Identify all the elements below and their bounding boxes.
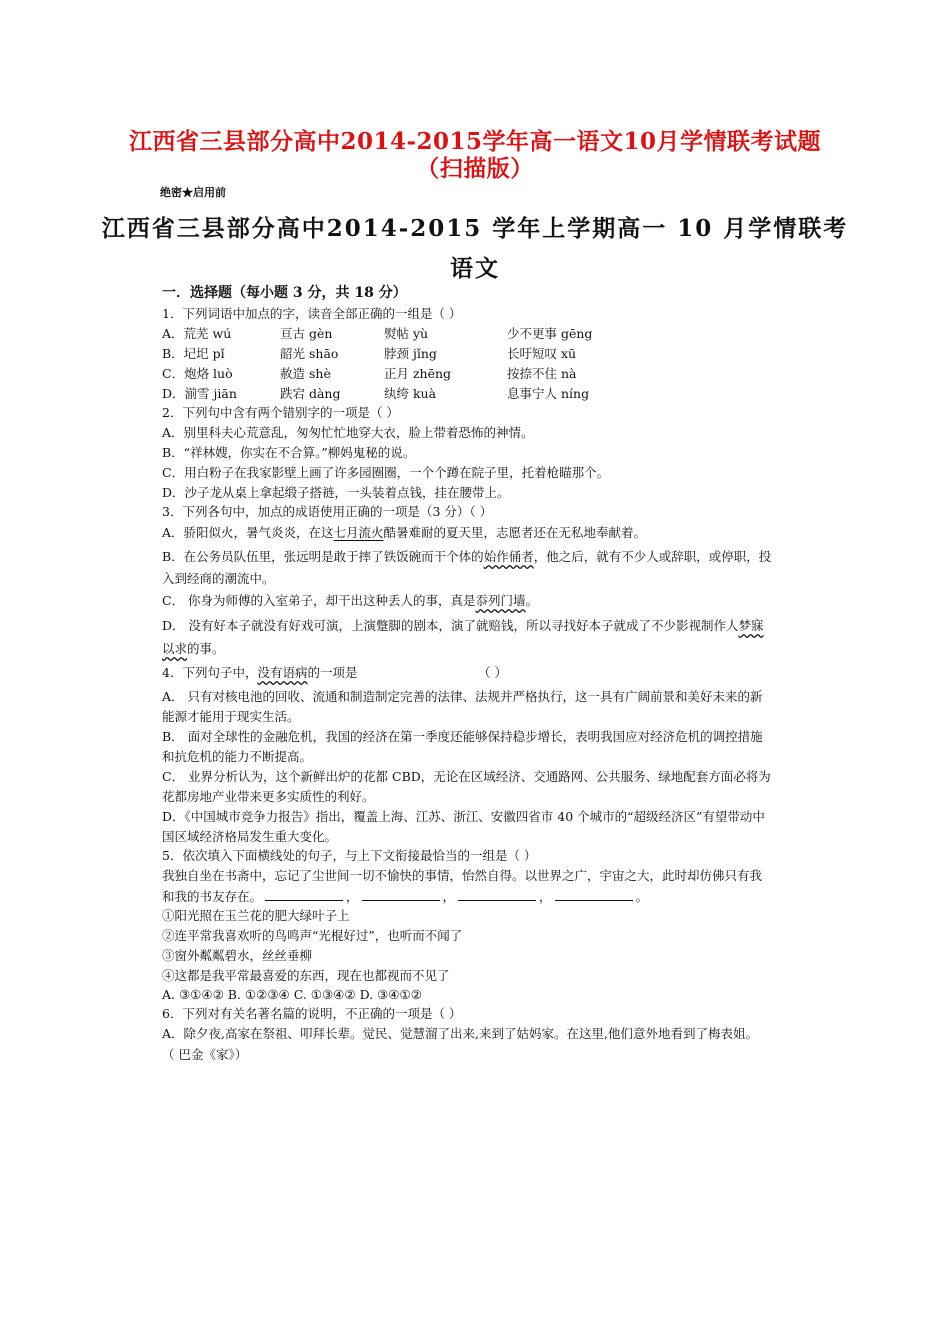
q4-option-a: A． 只有对核电池的回收、流通和制造制定完善的法律、法规并严格执行，这一具有广阔前景和美好未来的新 <box>162 689 763 704</box>
q5-blank-3 <box>458 888 536 901</box>
q1-option-row-a <box>162 326 662 342</box>
q2-option-c: C．用白粉子在我家影壁上画了许多园圈圈，一个个蹲在院子里，托着枪瞄那个。 <box>162 465 610 480</box>
q1-a-4: 少不更事 gēng <box>507 326 593 341</box>
q5-stem: 5．依次填入下面横线处的句子，与上下文衔接最恰当的一组是（ ） <box>162 848 537 863</box>
q2-option-d: D．沙子龙从桌上拿起缎子搭裢，一头装着点钱，挂在腰带上。 <box>162 485 510 500</box>
q4-option-c-cont: 花都房地产业带来更多实质性的利好。 <box>162 789 375 804</box>
q5-blank-4 <box>555 888 633 901</box>
section-heading: 一．选择题（每小题 3 分，共 18 分） <box>162 285 407 301</box>
document-subtitle: （扫描版） <box>416 155 534 182</box>
q1-option-row-b <box>162 346 662 362</box>
q4-stem <box>162 665 358 681</box>
q1-b-1: B．圮圯 pǐ <box>162 346 225 361</box>
exam-title: 江西省三县部分高中2014-2015 学年上学期高一 10 月学情联考 <box>101 215 849 242</box>
q4-answer-paren: （ ） <box>478 665 507 680</box>
q3-d-text: D． 没有好本子就没有好戏可演，上演蹩脚的剧本，演了就赔钱，所以寻找好本子就成了不少影视制作人 <box>162 618 739 633</box>
q1-c-4: 按捺不住 nà <box>507 366 577 381</box>
q3-option-d-cont <box>162 641 225 657</box>
q1-option-row-d <box>162 386 662 402</box>
q6-option-a-source: （ 巴金《家》） <box>162 1047 248 1062</box>
q5-sentence-4: ④这都是我平常最喜爱的东西，现在也都视而不见了 <box>162 968 450 983</box>
q4-option-d: D．《中国城市竞争力报告》指出，覆盖上海、江苏、浙江、安徽四省市 40 个城市的“超级经济区”有望带动中 <box>162 809 765 824</box>
q3-c-text: C． 你身为师傅的入室弟子，却干出这种丢人的事，真是 <box>162 593 476 608</box>
q4-stem-text-end: 的一项是 <box>307 665 358 680</box>
q4-option-c: C． 业界分析认为，这个新鲜出炉的花都 CBD，无论在区域经济、交通路网、公共服务、绿地配套方面必将为 <box>162 769 771 784</box>
q3-option-b-cont: 入到经商的潮流中。 <box>162 571 275 586</box>
q1-b-3: 脖颈 jǐng <box>384 346 437 361</box>
q3-option-a <box>162 525 646 541</box>
q1-c-3: 正月 zhēng <box>384 366 452 381</box>
q4-option-b: B． 面对全球性的金融危机，我国的经济在第一季度还能够保持稳步增长，表明我国应对经济危机的调控措施 <box>162 729 763 744</box>
q4-stem-text: 4．下列句子中， <box>162 665 258 680</box>
q3-stem: 3．下列各句中，加点的成语使用正确的一项是（3 分）（ ） <box>162 504 493 519</box>
q1-d-4: 息事宁人 níng <box>507 386 590 401</box>
q3-option-c <box>162 593 538 609</box>
q4-option-a-cont: 能源才能用于现实生活。 <box>162 709 300 724</box>
secret-mark: 绝密★启用前 <box>160 186 226 199</box>
q1-b-2: 韶光 shāo <box>280 346 339 361</box>
q3-option-d <box>162 618 764 634</box>
q1-a-3: 熨帖 yù <box>384 326 429 341</box>
q3-c-idiom: 忝列门墙 <box>475 593 526 608</box>
q6-stem: 6．下列对有关名著名篇的说明，不正确的一项是（ ） <box>162 1006 462 1021</box>
q3-a-idiom: 七月流火 <box>333 525 384 540</box>
q1-c-1: C．炮烙 luò <box>162 366 233 381</box>
q2-option-a: A．别里科夫心荒意乱，匆匆忙忙地穿大衣，脸上带着恐怖的神情。 <box>162 425 534 440</box>
q3-a-text: A．骄阳似火，暑气炎炎，在这 <box>162 525 334 540</box>
q3-d-idiom-part2: 以求 <box>162 641 188 656</box>
q1-d-1: D．湔雪 jiān <box>162 386 237 401</box>
q5-options: A. ③①④② B. ①②③④ C. ①③④② D. ③④①② <box>162 987 422 1002</box>
q2-stem: 2．下列句中含有两个错别字的一项是（ ） <box>162 405 399 420</box>
q3-a-text-end: 酷暑难耐的夏天里，志愿者还在无私地奉献着。 <box>383 525 647 540</box>
q1-a-1: A．荒芜 wú <box>162 326 232 341</box>
q3-option-b <box>162 549 771 565</box>
q1-b-4: 长吁短叹 xū <box>507 346 577 361</box>
q6-option-a: A．除夕夜,高家在祭祖、叩拜长辈。觉民、觉慧溜了出来,来到了姑妈家。在这里,他们意外地看到了梅表姐。 <box>162 1026 758 1041</box>
q3-b-text-end: ，他之后，就有不少人或辞职，或停职，投 <box>533 549 772 564</box>
q1-stem: 1．下列词语中加点的字，读音全部正确的一组是（ ） <box>162 306 462 321</box>
document-title: 江西省三县部分高中2014-2015学年高一语文10月学情联考试题 <box>128 128 822 155</box>
q3-d-idiom-part1: 梦寐 <box>738 618 764 633</box>
q4-option-d-cont: 国区域经济格局发生重大变化。 <box>162 829 338 844</box>
exam-subject: 语文 <box>450 255 500 282</box>
q5-sentence-3: ③窗外粼粼碧水，丝丝垂柳 <box>162 948 313 963</box>
q3-d-text-end: 的事。 <box>187 641 225 656</box>
q2-option-b: B．“祥林嫂，你实在不合算。”柳妈鬼秘的说。 <box>162 445 416 460</box>
q3-b-idiom: 始作俑者 <box>483 549 534 564</box>
q1-d-2: 跌宕 dàng <box>280 386 341 401</box>
q5-passage-cont: 和我的书友存在。 ， ， ， 。 <box>162 889 649 904</box>
q5-passage: 我独自坐在书斋中，忘记了尘世间一切不愉快的事情，怡然自得。以世界之广，宇宙之大，此时却仿佛只有我 <box>162 868 763 883</box>
q1-a-2: 亘古 gèn <box>280 326 333 341</box>
q4-stem-emphasis: 没有语病 <box>257 665 308 680</box>
q1-c-2: 赦造 shè <box>280 366 331 381</box>
q3-b-text: B．在公务员队伍里，张远明是敢于摔了铁饭碗而干个体的 <box>162 549 484 564</box>
q5-sentence-2: ②连平常我喜欢听的鸟鸣声“光棍好过”，也听而不闻了 <box>162 928 463 943</box>
q5-blank-2 <box>362 888 440 901</box>
q1-option-row-c <box>162 366 662 382</box>
q5-sentence-1: ①阳光照在玉兰花的肥大绿叶子上 <box>162 908 350 923</box>
q5-blank-1 <box>265 888 343 901</box>
q4-option-b-cont: 和抗危机的能力不断提高。 <box>162 749 313 764</box>
q3-c-text-end: 。 <box>525 593 539 608</box>
q1-d-3: 纨绔 kuà <box>384 386 437 401</box>
q5-passage-text: 和我的书友存在。 <box>162 889 263 904</box>
